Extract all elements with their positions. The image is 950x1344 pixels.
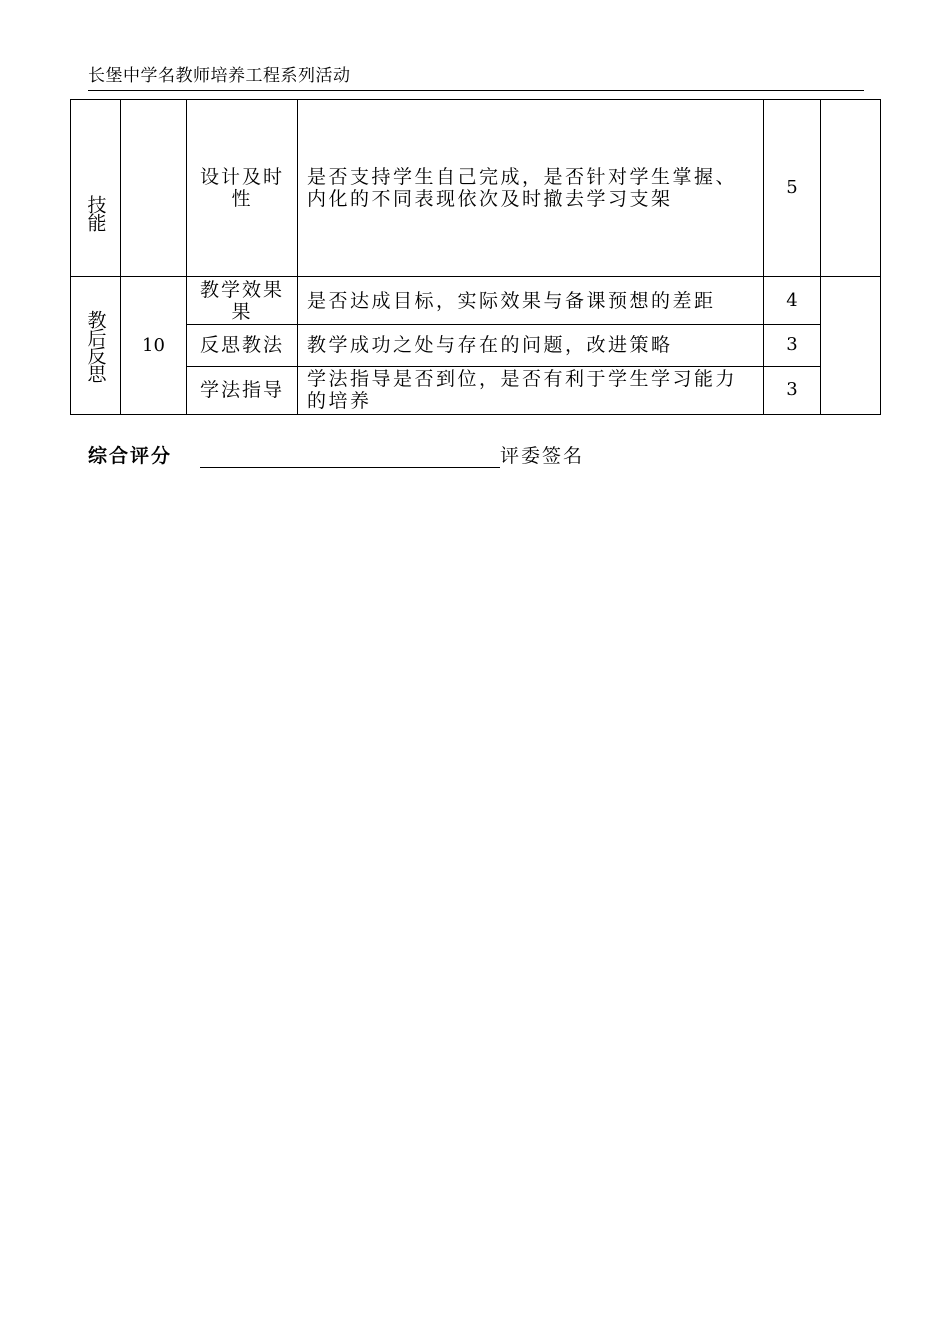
summary-row [88, 438, 584, 468]
description-cell: 学法指导是否到位，是否有利于学生学习能力的培养 [298, 366, 764, 414]
score-cell: 4 [764, 277, 821, 325]
category-label: 教后反思 [84, 309, 107, 382]
judge-signature-label: 评委签名 [500, 445, 585, 467]
remark-cell [821, 277, 881, 415]
item-cell: 学法指导 [187, 366, 298, 414]
table-row [71, 100, 881, 277]
category-label: 技能 [84, 195, 107, 231]
remark-cell [821, 100, 881, 277]
category-cell-skill [71, 100, 121, 277]
table-row [71, 366, 881, 414]
header-title: 长堡中学名教师培养工程系列活动 [88, 66, 351, 86]
score-cell: 5 [764, 100, 821, 277]
overall-score-blank[interactable] [200, 445, 500, 468]
item-cell: 反思教法 [187, 325, 298, 366]
points-cell: 10 [121, 277, 187, 415]
document-header [88, 64, 864, 91]
evaluation-table [70, 99, 881, 415]
score-cell: 3 [764, 325, 821, 366]
description-cell: 教学成功之处与存在的问题，改进策略 [298, 325, 764, 366]
table-row [71, 325, 881, 366]
category-cell-reflection [71, 277, 121, 415]
description-cell: 是否达成目标，实际效果与备课预想的差距 [298, 277, 764, 325]
points-cell [121, 100, 187, 277]
overall-score-label: 综合评分 [88, 445, 173, 467]
table-row [71, 277, 881, 325]
description-cell: 是否支持学生自己完成，是否针对学生掌握、内化的不同表现依次及时撤去学习支架 [298, 100, 764, 277]
item-cell: 教学效果果 [187, 277, 298, 325]
score-cell: 3 [764, 366, 821, 414]
item-cell: 设计及时性 [187, 100, 298, 277]
